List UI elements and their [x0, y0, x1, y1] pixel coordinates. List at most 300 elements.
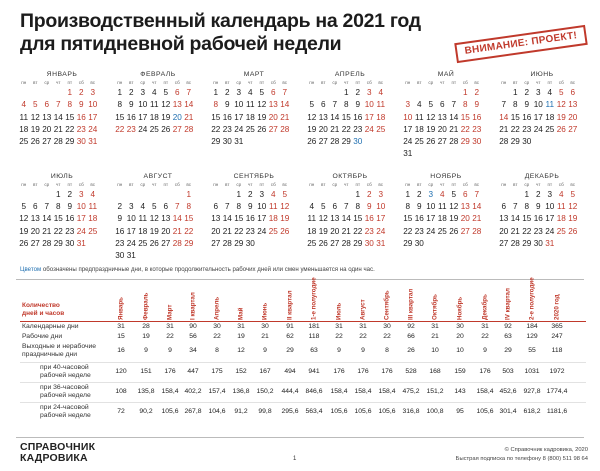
day-cell: 3	[366, 88, 372, 97]
day-cell: 3	[90, 88, 96, 97]
day-cell: 9	[78, 100, 84, 110]
day-cell: 25	[307, 238, 317, 248]
weekday-label: пн	[21, 181, 27, 187]
week-row	[18, 226, 114, 238]
day-cell: 8	[343, 100, 349, 110]
empty-cell	[149, 136, 161, 148]
weekday-header	[402, 181, 498, 189]
empty-cell	[279, 148, 291, 160]
weekday-label: ср	[236, 181, 242, 187]
day-cell: 8	[55, 202, 61, 212]
stats-row	[20, 342, 586, 362]
column-header-label: Февраль	[142, 292, 150, 320]
day-cell: 17	[533, 112, 543, 122]
day-cell: 31	[376, 238, 386, 248]
stats-value: 91,2	[234, 408, 248, 415]
day-cell: 17	[138, 112, 148, 122]
empty-cell	[460, 148, 472, 160]
week-row	[18, 189, 114, 201]
weekday-label: пт	[163, 181, 169, 187]
day-cell: 27	[499, 238, 509, 248]
day-cell: 21	[42, 226, 52, 236]
day-cell: 27	[437, 137, 447, 147]
week-row	[114, 136, 210, 148]
day-cell: 1	[67, 88, 73, 97]
day-cell: 27	[42, 137, 52, 147]
weekday-label: вс	[570, 80, 576, 85]
weekday-label: вт	[417, 80, 422, 85]
day-cell: 31	[76, 238, 86, 248]
day-cell: 24	[257, 226, 267, 236]
weekday-header	[498, 79, 594, 87]
day-cell: 25	[556, 226, 566, 236]
column-header	[329, 282, 349, 322]
stats-row-label-line: рабочей неделе	[40, 412, 91, 419]
stats-value: 108	[115, 388, 127, 395]
weekday-label: вт	[129, 181, 134, 187]
empty-cell	[341, 148, 353, 160]
column-header	[136, 282, 156, 322]
weekday-label: чт	[152, 181, 157, 187]
stats-value: 31	[359, 323, 367, 330]
day-cell: 17	[257, 214, 267, 224]
day-cell: 31	[88, 137, 98, 147]
day-cell: 15	[234, 214, 244, 224]
stats-value: 176	[164, 368, 176, 375]
stats-value: 8	[215, 347, 219, 354]
day-cell: 19	[30, 124, 40, 134]
day-cell: 26	[426, 137, 436, 147]
empty-cell	[18, 148, 30, 160]
day-cell: 6	[320, 100, 326, 110]
day-cell: 20	[30, 226, 40, 236]
stats-table	[20, 277, 586, 422]
day-cell: 4	[247, 88, 253, 97]
stats-row-label-line: при 24-часовой	[40, 404, 89, 411]
weekday-label: вс	[282, 181, 288, 187]
stats-value: 31	[237, 323, 245, 330]
column-header	[160, 282, 180, 322]
day-cell: 5	[259, 88, 265, 97]
stats-row-label-line: Календарные дни	[22, 323, 79, 330]
day-cell: 2	[355, 88, 361, 97]
day-cell: 2	[78, 88, 84, 97]
empty-cell	[149, 189, 161, 201]
stats-value: 563,4	[305, 408, 323, 415]
empty-cell	[306, 87, 318, 99]
day-cell: 22	[53, 226, 63, 236]
empty-cell	[448, 250, 460, 262]
day-cell: 17	[376, 214, 386, 224]
stats-row-label-line: при 40-часовой	[40, 364, 89, 371]
week-row	[210, 148, 306, 160]
empty-cell	[533, 148, 545, 160]
day-cell: 28	[449, 137, 459, 147]
empty-cell	[521, 250, 533, 262]
empty-cell	[471, 148, 483, 160]
stats-value: 30	[383, 323, 391, 330]
empty-cell	[402, 87, 414, 99]
stats-value: 90,2	[139, 408, 153, 415]
week-row	[210, 213, 306, 225]
day-cell: 19	[426, 124, 436, 134]
stats-value: 99,8	[258, 408, 272, 415]
stats-value: 9	[168, 347, 172, 354]
day-cell: 27	[568, 124, 578, 134]
empty-cell	[329, 87, 341, 99]
week-row	[306, 99, 402, 111]
week-row	[114, 226, 210, 238]
stats-value: 452,6	[499, 388, 517, 395]
day-cell: 30	[115, 251, 125, 261]
day-cell: 25	[138, 238, 148, 248]
column-header-label: Декабрь	[481, 294, 489, 320]
stats-value: 22	[213, 333, 221, 340]
day-cell: 8	[512, 100, 518, 110]
stats-value: 31	[117, 323, 125, 330]
column-header-label: Май	[237, 307, 245, 320]
day-cell: 6	[570, 88, 576, 97]
stats-value: 176	[357, 368, 369, 375]
month-name: МАЙ	[437, 71, 455, 78]
empty-cell	[149, 250, 161, 262]
day-cell: 26	[556, 124, 566, 134]
weekday-label: сб	[78, 181, 84, 187]
week-row	[306, 136, 402, 148]
day-cell: 22	[460, 124, 470, 134]
day-cell: 24	[376, 226, 386, 236]
stats-value: 19	[142, 333, 150, 340]
empty-cell	[233, 148, 245, 160]
empty-cell	[41, 148, 53, 160]
empty-cell	[341, 189, 353, 201]
day-cell: 24	[76, 226, 86, 236]
day-cell: 12	[161, 100, 171, 110]
draft-stamp: ВНИМАНИЕ: ПРОЕКТ!	[454, 25, 587, 63]
stats-value: 15	[117, 333, 125, 340]
stats-value: 12	[237, 347, 245, 354]
empty-cell	[437, 148, 449, 160]
week-row	[114, 112, 210, 124]
day-cell: 27	[30, 238, 40, 248]
day-cell: 7	[55, 100, 61, 110]
weekday-header	[210, 181, 306, 189]
weekday-label: вт	[225, 181, 230, 187]
column-header-label: Январь	[117, 297, 125, 320]
empty-cell	[160, 189, 172, 201]
empty-cell	[30, 250, 42, 262]
day-cell: 26	[149, 238, 159, 248]
stats-value: 365	[551, 323, 563, 330]
day-cell: 28	[280, 124, 290, 134]
day-cell: 25	[376, 124, 386, 134]
week-row	[498, 99, 594, 111]
empty-cell	[114, 189, 126, 201]
stats-value: 151	[140, 368, 152, 375]
empty-cell	[460, 250, 472, 262]
stats-value: 21	[431, 333, 439, 340]
day-cell: 30	[245, 238, 255, 248]
column-header-label: 2020 год	[553, 294, 561, 320]
empty-cell	[498, 189, 510, 201]
week-row	[402, 148, 498, 160]
day-cell: 22	[211, 124, 221, 134]
empty-cell	[544, 136, 556, 148]
day-cell: 26	[19, 238, 29, 248]
week-row	[18, 99, 114, 111]
day-cell: 15	[510, 112, 520, 122]
day-cell: 6	[439, 100, 445, 110]
stats-value: 135,8	[137, 388, 155, 395]
empty-cell	[172, 189, 184, 201]
stats-value: 158,4	[378, 388, 396, 395]
weekday-header	[114, 79, 210, 87]
day-cell: 1	[117, 88, 123, 97]
weekday-label: чт	[152, 80, 157, 85]
calendar-grid	[18, 70, 594, 263]
stats-row-label-line: Выходные и нерабочие	[22, 343, 97, 350]
week-row	[402, 213, 498, 225]
empty-cell	[30, 189, 42, 201]
day-cell: 16	[115, 226, 125, 236]
day-cell: 10	[234, 100, 244, 110]
day-cell: 27	[172, 124, 182, 134]
stats-value: 30	[213, 323, 221, 330]
weekday-label: вт	[513, 80, 518, 85]
stats-value: 92	[407, 323, 415, 330]
day-cell: 16	[522, 112, 532, 122]
day-cell: 10	[88, 100, 98, 110]
column-header	[475, 282, 495, 322]
day-cell: 30	[414, 238, 424, 248]
weekday-label: вт	[33, 181, 38, 187]
day-cell: 23	[353, 124, 363, 134]
day-cell: 7	[451, 100, 457, 110]
day-cell: 17	[126, 226, 136, 236]
day-cell: 24	[234, 124, 244, 134]
day-cell: 26	[30, 137, 40, 147]
day-cell: 20	[42, 124, 52, 134]
weekday-label: сб	[366, 80, 372, 85]
day-cell: 13	[330, 214, 340, 224]
day-cell: 8	[213, 100, 219, 110]
empty-cell	[268, 148, 280, 160]
stats-value: 247	[551, 333, 563, 340]
weekday-label: пт	[259, 80, 265, 85]
day-cell: 14	[222, 214, 232, 224]
empty-cell	[41, 189, 53, 201]
stats-value: 444,4	[281, 388, 299, 395]
empty-cell	[544, 250, 556, 262]
empty-cell	[256, 136, 268, 148]
weekday-label: пт	[547, 181, 553, 187]
day-cell: 28	[53, 137, 63, 147]
day-cell: 11	[307, 214, 316, 224]
weekday-label: вт	[225, 80, 230, 85]
weekday-label: вс	[186, 181, 192, 187]
day-cell: 24	[364, 124, 374, 134]
stats-row	[20, 362, 586, 382]
empty-cell	[364, 136, 376, 148]
stats-row-label-line: праздничные дни	[22, 351, 78, 358]
day-cell: 14	[472, 202, 482, 212]
empty-cell	[567, 136, 579, 148]
day-cell: 7	[512, 202, 518, 212]
empty-cell	[256, 250, 268, 262]
empty-cell	[352, 148, 364, 160]
week-row	[402, 238, 498, 250]
empty-cell	[510, 250, 522, 262]
week-row	[402, 112, 498, 124]
day-cell: 4	[90, 189, 96, 199]
stats-value: 158,4	[330, 388, 348, 395]
month-block	[306, 70, 402, 161]
day-cell: 9	[355, 100, 361, 110]
day-cell: 30	[353, 137, 363, 147]
day-cell: 18	[307, 226, 317, 236]
weekday-label: пт	[451, 181, 457, 187]
column-header	[111, 282, 131, 322]
day-cell: 15	[211, 112, 221, 122]
day-cell: 4	[558, 189, 564, 199]
week-row	[18, 112, 114, 124]
stats-value: 176	[381, 368, 393, 375]
day-cell: 12	[318, 214, 328, 224]
stats-value: 120	[115, 368, 127, 375]
day-cell: 24	[426, 226, 436, 236]
day-cell: 24	[403, 137, 413, 147]
weekday-label: вс	[282, 80, 288, 85]
day-cell: 20	[161, 226, 171, 236]
day-cell: 29	[353, 238, 363, 248]
weekday-label: вс	[570, 181, 576, 187]
week-row	[306, 189, 402, 201]
day-cell: 23	[65, 226, 75, 236]
weekday-label: вт	[417, 181, 422, 187]
empty-cell	[437, 238, 449, 250]
day-cell: 16	[245, 214, 255, 224]
day-cell: 18	[556, 214, 566, 224]
weekday-header	[210, 79, 306, 87]
stats-value: 9	[483, 347, 487, 354]
empty-cell	[76, 148, 88, 160]
day-cell: 18	[245, 112, 255, 122]
month-block	[498, 172, 594, 263]
day-cell: 15	[522, 214, 532, 224]
weekday-label: вс	[378, 181, 384, 187]
empty-cell	[53, 148, 65, 160]
day-cell: 5	[428, 100, 434, 110]
day-cell: 17	[426, 214, 436, 224]
day-cell: 28	[341, 238, 351, 248]
empty-cell	[87, 148, 99, 160]
day-cell: 1	[186, 189, 192, 199]
stats-value: 19	[237, 333, 245, 340]
week-row	[306, 124, 402, 136]
stats-value: 34	[189, 347, 197, 354]
day-cell: 21	[172, 226, 182, 236]
day-cell: 16	[76, 112, 86, 122]
footer-info	[456, 446, 588, 464]
day-cell: 4	[21, 100, 27, 110]
day-cell: 28	[510, 238, 520, 248]
day-cell: 23	[245, 226, 255, 236]
stats-value: 31	[431, 323, 439, 330]
weekday-label: пн	[213, 80, 219, 85]
week-row	[114, 213, 210, 225]
column-header	[547, 282, 567, 322]
day-cell: 28	[499, 137, 509, 147]
stats-value: 618,2	[523, 408, 541, 415]
day-cell: 24	[533, 124, 543, 134]
day-cell: 23	[126, 124, 136, 134]
day-cell: 20	[568, 112, 578, 122]
week-row	[114, 201, 210, 213]
day-cell: 6	[44, 100, 50, 110]
day-cell: 10	[138, 100, 148, 110]
day-cell: 27	[460, 226, 470, 236]
day-cell: 6	[501, 202, 507, 212]
stats-value: 105,6	[161, 408, 179, 415]
stats-value: 1972	[549, 368, 565, 375]
weekday-header	[498, 181, 594, 189]
weekday-label: ср	[428, 80, 434, 85]
day-cell: 29	[211, 137, 221, 147]
stats-value: 1774,4	[546, 388, 568, 395]
column-header-label: Октябрь	[431, 294, 439, 320]
week-row	[402, 124, 498, 136]
day-cell: 18	[545, 112, 555, 122]
day-cell: 25	[149, 124, 159, 134]
day-cell: 11	[138, 214, 147, 224]
stats-value: 503	[502, 368, 514, 375]
weekday-label: сб	[462, 80, 468, 85]
day-cell: 11	[150, 100, 159, 110]
weekday-label: пн	[405, 181, 411, 187]
day-cell: 28	[222, 238, 232, 248]
month-block	[18, 70, 114, 161]
weekday-label: вс	[90, 181, 96, 187]
day-cell: 1	[462, 88, 468, 97]
day-cell: 3	[236, 88, 242, 97]
weekday-label: вт	[321, 181, 326, 187]
weekday-label: ср	[332, 181, 338, 187]
weekday-label: чт	[440, 181, 445, 187]
month-name: ОКТЯБРЬ	[332, 172, 368, 180]
day-cell: 27	[330, 238, 340, 248]
stats-value: 105,6	[330, 408, 348, 415]
empty-cell	[471, 250, 483, 262]
empty-cell	[471, 238, 483, 250]
day-cell: 28	[184, 124, 194, 134]
day-cell: 8	[117, 100, 123, 110]
column-header	[353, 282, 373, 322]
empty-cell	[329, 148, 341, 160]
empty-cell	[556, 238, 568, 250]
empty-cell	[402, 250, 414, 262]
empty-cell	[498, 250, 510, 262]
column-header	[280, 282, 300, 322]
weekday-label: сб	[558, 80, 564, 85]
day-cell: 15	[115, 112, 125, 122]
stats-value: 846,6	[305, 388, 323, 395]
week-row	[210, 238, 306, 250]
week-row	[402, 189, 498, 201]
day-cell: 27	[161, 238, 171, 248]
day-cell: 22	[341, 124, 351, 134]
week-row	[114, 250, 210, 262]
week-row	[210, 112, 306, 124]
